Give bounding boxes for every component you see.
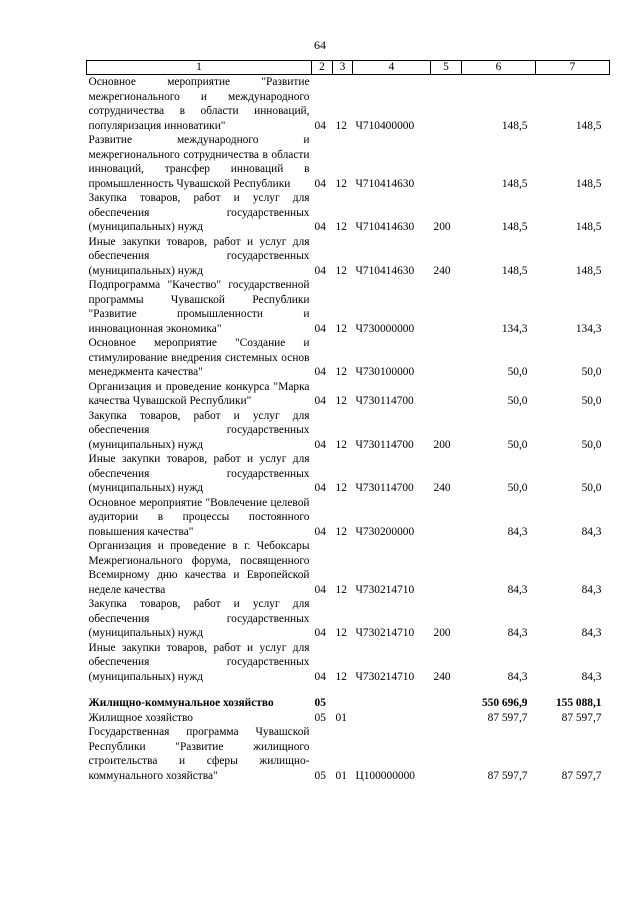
row-name: Закупка товаров, работ и услуг для обеспечения государственных (муниципальных) нужд bbox=[88, 192, 310, 233]
header-col-7: 7 bbox=[536, 61, 610, 75]
row-section: 04 bbox=[314, 627, 326, 639]
budget-table bbox=[86, 60, 610, 783]
row-amount-6: 50,0 bbox=[507, 482, 528, 494]
row-target-article: Ч730114700 bbox=[355, 482, 414, 494]
row-subsection: 12 bbox=[335, 221, 347, 233]
row-section: 04 bbox=[314, 395, 326, 407]
row-name: Закупка товаров, работ и услуг для обеспечения государственных (муниципальных) нужд bbox=[88, 409, 310, 451]
row-subsection: 12 bbox=[335, 264, 347, 277]
header-col-2: 2 bbox=[312, 61, 333, 75]
row-name: Жилищно-коммунальное хозяйство bbox=[88, 697, 274, 709]
row-section: 04 bbox=[314, 322, 326, 335]
row-amount-6: 50,0 bbox=[507, 366, 528, 378]
row-section: 04 bbox=[314, 670, 326, 683]
row-amount-7: 50,0 bbox=[581, 438, 602, 451]
row-expense-type bbox=[431, 75, 462, 134]
row-target-article: Ч730114700 bbox=[355, 395, 414, 407]
table-row bbox=[87, 133, 610, 191]
row-amount-7: 134,3 bbox=[575, 322, 602, 335]
row-subsection: 12 bbox=[335, 670, 347, 683]
row-amount-6: 148,5 bbox=[501, 119, 528, 132]
row-amount-7: 148,5 bbox=[575, 177, 602, 190]
table-row bbox=[87, 452, 610, 496]
table-row bbox=[87, 278, 610, 336]
table-row bbox=[87, 75, 610, 134]
row-target-article: Ч710414630 bbox=[355, 177, 415, 190]
row-amount-6: 50,0 bbox=[507, 395, 528, 407]
row-amount-6: 148,5 bbox=[501, 264, 528, 277]
row-target-article: Ч730214710 bbox=[355, 583, 415, 596]
row-subsection: 12 bbox=[335, 366, 347, 378]
row-expense-type: 200 bbox=[433, 438, 451, 451]
header-col-1: 1 bbox=[87, 61, 312, 75]
row-expense-type bbox=[431, 278, 462, 336]
row-expense-type: 240 bbox=[433, 482, 451, 494]
table-row bbox=[87, 711, 610, 726]
row-section: 04 bbox=[314, 366, 326, 378]
row-amount-7: 50,0 bbox=[581, 482, 602, 494]
row-subsection: 01 bbox=[335, 769, 347, 782]
header-col-4: 4 bbox=[353, 61, 431, 75]
table-row bbox=[87, 380, 610, 409]
row-expense-type bbox=[431, 539, 462, 597]
row-expense-type bbox=[431, 336, 462, 380]
row-target-article: Ч710414630 bbox=[355, 264, 415, 277]
page-number: 64 bbox=[314, 38, 326, 52]
row-name: Подпрограмма "Качество" государственной программы Чувашской Республики "Развитие промышленности и инновационная экономика" bbox=[88, 279, 310, 335]
row-amount-7: 87 597,7 bbox=[561, 769, 602, 782]
table-row bbox=[87, 235, 610, 279]
row-target-article bbox=[353, 711, 431, 726]
row-subsection: 12 bbox=[335, 322, 347, 335]
row-name: Основное мероприятие "Создание и стимулирование внедрения системных основ менеджмента качества" bbox=[88, 337, 310, 378]
row-amount-6: 87 597,7 bbox=[487, 769, 528, 782]
row-expense-type: 200 bbox=[433, 221, 451, 233]
row-target-article bbox=[353, 696, 431, 711]
table-header-row bbox=[87, 61, 610, 75]
row-amount-6: 84,3 bbox=[507, 670, 528, 683]
row-name: Основное мероприятие "Развитие межрегионального и международного сотрудничества в области инноваций, популяризация инноватики" bbox=[88, 76, 310, 132]
row-target-article: Ч730000000 bbox=[355, 322, 415, 335]
header-col-3: 3 bbox=[333, 61, 353, 75]
row-amount-7: 87 597,7 bbox=[561, 711, 602, 724]
row-name: Развитие международного и межрегионального сотрудничества в области инноваций, трансфер инноваций в промышленность Чувашской Республики bbox=[88, 134, 310, 190]
table-row bbox=[87, 539, 610, 597]
row-amount-6: 148,5 bbox=[501, 177, 528, 190]
row-target-article: Ч730100000 bbox=[355, 366, 415, 378]
table-row bbox=[87, 496, 610, 540]
table-row bbox=[87, 336, 610, 380]
row-subsection: 12 bbox=[335, 627, 347, 639]
header-col-5: 5 bbox=[431, 61, 462, 75]
row-amount-7: 148,5 bbox=[575, 221, 602, 233]
row-section: 04 bbox=[314, 525, 326, 538]
row-target-article: Ч710414630 bbox=[355, 221, 415, 233]
row-expense-type bbox=[431, 711, 462, 726]
row-amount-6: 550 696,9 bbox=[481, 697, 528, 709]
table-row bbox=[87, 191, 610, 235]
row-subsection bbox=[333, 696, 353, 711]
row-amount-6: 84,3 bbox=[507, 525, 528, 538]
row-target-article: Ч730214710 bbox=[355, 627, 415, 639]
row-name: Организация и проведение в г. Чебоксары Межрегионального форума, посвященного Всемирному дню качества и Европейской неделе качества bbox=[88, 540, 310, 596]
table-row bbox=[87, 725, 610, 783]
row-amount-6: 50,0 bbox=[507, 438, 528, 451]
row-name: Организация и проведение конкурса "Марка качества Чувашской Республики" bbox=[88, 380, 310, 407]
row-amount-7: 84,3 bbox=[581, 627, 602, 639]
row-expense-type bbox=[431, 725, 462, 783]
table-row bbox=[87, 641, 610, 685]
row-section: 04 bbox=[314, 221, 326, 233]
row-amount-6: 148,5 bbox=[501, 221, 528, 233]
row-name: Иные закупки товаров, работ и услуг для обеспечения государственных (муниципальных) нужд bbox=[88, 641, 310, 683]
row-section: 04 bbox=[314, 264, 326, 277]
row-section: 04 bbox=[314, 482, 326, 494]
row-name: Иные закупки товаров, работ и услуг для обеспечения государственных (муниципальных) нужд bbox=[88, 453, 310, 494]
row-name: Государственная программа Чувашской Республики "Развитие жилищного строительства и сферы жилищно-коммунального хозяйства" bbox=[88, 726, 310, 782]
row-expense-type bbox=[431, 380, 462, 409]
row-expense-type: 200 bbox=[433, 627, 451, 639]
row-name: Жилищное хозяйство bbox=[88, 711, 194, 724]
row-name: Иные закупки товаров, работ и услуг для обеспечения государственных (муниципальных) нужд bbox=[88, 235, 310, 277]
row-subsection: 12 bbox=[335, 395, 347, 407]
row-amount-6: 87 597,7 bbox=[487, 711, 528, 724]
table-row bbox=[87, 696, 610, 711]
row-section: 05 bbox=[314, 769, 326, 782]
row-expense-type: 240 bbox=[433, 264, 451, 277]
row-expense-type bbox=[431, 696, 462, 711]
row-amount-7: 148,5 bbox=[575, 264, 602, 277]
row-subsection: 12 bbox=[335, 525, 347, 538]
row-section: 04 bbox=[314, 438, 326, 451]
row-amount-6: 84,3 bbox=[507, 583, 528, 596]
row-subsection: 01 bbox=[335, 711, 347, 724]
row-amount-7: 50,0 bbox=[581, 366, 602, 378]
row-amount-6: 84,3 bbox=[507, 627, 528, 639]
row-amount-7: 84,3 bbox=[581, 525, 602, 538]
row-target-article: Ч730214710 bbox=[355, 670, 415, 683]
row-amount-7: 84,3 bbox=[581, 583, 602, 596]
row-target-article: Ч710400000 bbox=[355, 119, 415, 132]
row-subsection: 12 bbox=[335, 583, 347, 596]
spacer-row bbox=[87, 684, 610, 696]
row-name: Закупка товаров, работ и услуг для обеспечения государственных (муниципальных) нужд bbox=[88, 598, 310, 639]
spacer-cell bbox=[87, 684, 610, 696]
row-target-article: Ч730200000 bbox=[355, 525, 415, 538]
row-section: 05 bbox=[314, 697, 326, 709]
row-amount-7: 84,3 bbox=[581, 670, 602, 683]
row-section: 04 bbox=[314, 177, 326, 190]
row-name: Основное мероприятие "Вовлечение целевой аудитории в процессы постоянного повышения качества" bbox=[88, 496, 310, 538]
table-row bbox=[87, 597, 610, 641]
row-amount-6: 134,3 bbox=[501, 322, 528, 335]
row-amount-7: 148,5 bbox=[575, 119, 602, 132]
row-subsection: 12 bbox=[335, 177, 347, 190]
row-target-article: Ц100000000 bbox=[355, 769, 415, 782]
row-section: 04 bbox=[314, 119, 326, 132]
row-amount-7: 155 088,1 bbox=[555, 697, 602, 709]
row-subsection: 12 bbox=[335, 482, 347, 494]
table-row bbox=[87, 409, 610, 453]
header-col-6: 6 bbox=[462, 61, 536, 75]
row-target-article: Ч730114700 bbox=[355, 438, 414, 451]
row-amount-7: 50,0 bbox=[581, 395, 602, 407]
row-subsection: 12 bbox=[335, 438, 347, 451]
row-expense-type bbox=[431, 496, 462, 540]
row-section: 04 bbox=[314, 583, 326, 596]
row-section: 05 bbox=[314, 711, 326, 724]
row-expense-type: 240 bbox=[433, 670, 451, 683]
row-subsection: 12 bbox=[335, 119, 347, 132]
row-expense-type bbox=[431, 133, 462, 191]
